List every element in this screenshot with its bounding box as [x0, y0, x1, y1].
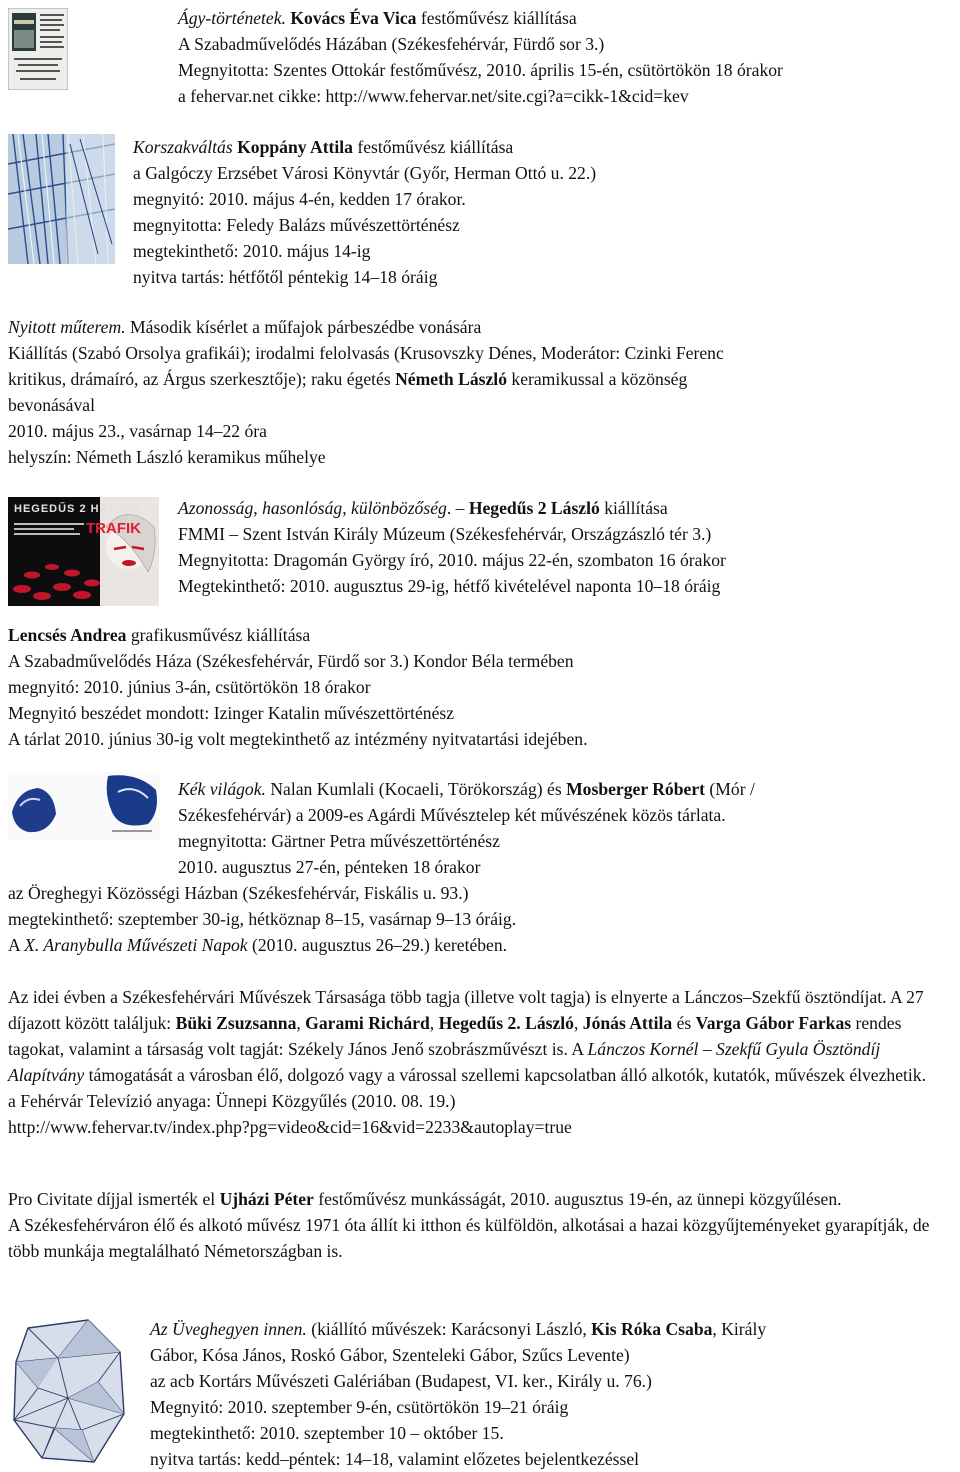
article-link[interactable]: a fehervar.net cikke: http://www.fehervar.net/site.cgi?a=cikk-1&cid=kev [178, 86, 689, 106]
venue-line: A Szabadművelődés Háza (Székesfehérvár, Fürdő sor 3.) Kondor Béla termében [8, 651, 574, 671]
exhibition-entry-azonossag [178, 495, 726, 599]
exhibition-poster-image [8, 8, 68, 90]
awardee-name: Garami Richárd [305, 1013, 430, 1033]
artwork-image-kek-vilagok [8, 772, 160, 840]
separator: , [296, 1013, 306, 1033]
entry-text: kiállítása [599, 498, 668, 518]
opened-by-line: megnyitotta: Feledy Balázs művészettörténész [133, 215, 460, 235]
program-line: Kiállítás (Szabó Orsolya grafikái); irodalmi felolvasás (Krusovszky Dénes, Moderátor: Czinki Ferenc [8, 343, 724, 363]
tv-video-link[interactable]: http://www.fehervar.tv/index.php?pg=video&cid=16&vid=2233&autoplay=true [8, 1117, 572, 1137]
entry-text: (Mór / [705, 779, 755, 799]
artist-name: Kovács Éva Vica [290, 8, 417, 28]
paragraph-text: Az idei évben a Székesfehérvári Művészek Társasága több tagja (illetve volt tagja) is elnyerte a Lánczos–Szekfű ösztöndíjat. A 27 díjazott között találjuk: [8, 987, 924, 1033]
entry-text: Második kísérlet a műfajok párbeszédbe vonására [125, 317, 482, 337]
awardee-name: Büki Zsuzsanna [175, 1013, 297, 1033]
tv-material-line: a Fehérvár Televízió anyaga: Ünnepi Közgyűlés (2010. 08. 19.) [8, 1091, 456, 1111]
opening-line: megnyitó: 2010. június 3-án, csütörtökön 18 órakor [8, 677, 371, 697]
entry-text: A [8, 935, 25, 955]
exhibition-entry-nyitott-muterem [8, 314, 724, 470]
venue-line: a Galgóczy Erzsébet Városi Könyvtár (Győr, Herman Ottó u. 22.) [133, 163, 597, 183]
opening-hours-line: nyitva tartás: kedd–péntek: 14–18, valamint előzetes bejelentkezéssel [150, 1449, 640, 1469]
paragraph-text: rendes tagokat, valamint a társaság volt tagját: Székely János Jenő szobrászművészt is. A [8, 1013, 902, 1059]
pro-civitate-paragraph [8, 1186, 960, 1264]
speech-line: Megnyitó beszédet mondott: Izinger Katalin művészettörténész [8, 703, 455, 723]
opening-line: Megnyitotta: Dragomán György író, 2010. május 22-én, szombaton 16 órakor [178, 550, 726, 570]
entry-text: , Király [712, 1319, 767, 1339]
entry-text: (kiállító művészek: Karácsonyi László, [306, 1319, 592, 1339]
poster-trafik-word: TRAFIK [86, 520, 141, 537]
exhibition-entry-uveghegyen-innen [150, 1316, 766, 1472]
artist-name: Németh László [395, 369, 507, 389]
viewable-line: megtekinthető: szeptember 30-ig, hétköznap 8–15, vasárnap 9–13 óráig. [8, 909, 517, 929]
venue-line: az Öreghegyi Közösségi Házban (Székesfehérvár, Fiskális u. 93.) [8, 883, 469, 903]
artists-line: Gábor, Kósa János, Roskó Gábor, Szenteleki Gábor, Szűcs Levente) [150, 1345, 630, 1365]
lanczos-szekfu-paragraph [8, 984, 960, 1140]
entry-text: bevonásával [8, 395, 95, 415]
entry-text: . – [446, 498, 469, 518]
opening-line: 2010. augusztus 27-én, pénteken 18 órakor [178, 857, 481, 877]
exhibition-title: Azonosság, hasonlóság, különbözőség [178, 498, 447, 518]
separator: , [573, 1013, 583, 1033]
exhibition-entry-agy-tortenetek [178, 5, 783, 109]
opened-by-line: megnyitotta: Gärtner Petra művészettörténész [178, 831, 500, 851]
entry-text: grafikusművész kiállítása [126, 625, 311, 645]
awardee-name: Ujházi Péter [219, 1189, 314, 1209]
entry-text: keramikussal a közönség [507, 369, 688, 389]
exhibition-entry-lencses-andrea [8, 622, 587, 752]
exhibition-entry-korszakvaltas [133, 134, 596, 290]
poster-top-text: HEGEDŰS 2 HATVAN [14, 503, 141, 515]
entry-text: (2010. augusztus 26–29.) keretében. [247, 935, 508, 955]
entry-text: Székesfehérvár) a 2009-es Agárdi Művésztelep két művészének közös tárlata. [178, 805, 726, 825]
exhibition-title: Korszakváltás [133, 137, 233, 157]
entry-text: festőművész kiállítása [352, 137, 514, 157]
entry-text: Nalan Kumlali (Kocaeli, Törökország) és [265, 779, 567, 799]
exhibition-entry-kek-vilagok [178, 776, 755, 880]
artist-name: Mosberger Róbert [566, 779, 705, 799]
viewable-line: Megtekinthető: 2010. augusztus 29-ig, hétfő kivételével naponta 10–18 óráig [178, 576, 721, 596]
date-line: 2010. május 23., vasárnap 14–22 óra [8, 421, 267, 441]
artist-name: Lencsés Andrea [8, 625, 127, 645]
venue-line: helyszín: Németh László keramikus műhelye [8, 447, 326, 467]
paragraph-text: támogatását a városban élő, dolgozó vagy a várossal szellemi kapcsolatban álló alkotók, kutatók, művészek élvezhetik. [84, 1065, 927, 1085]
awardee-name: Hegedűs 2. László [438, 1013, 574, 1033]
venue-line: az acb Kortárs Művészeti Galériában (Budapest, VI. ker., Király u. 76.) [150, 1371, 652, 1391]
entry-text: festőművész kiállítása [416, 8, 577, 28]
exhibition-entry-kek-vilagok-cont [8, 880, 516, 958]
separator: , [429, 1013, 439, 1033]
foundation-name: Lánczos Kornél – Szekfű Gyula Ösztöndíj Alapítvány [8, 1039, 881, 1085]
venue-line: FMMI – Szent István Király Múzeum (Székesfehérvár, Országzászló tér 3.) [178, 524, 712, 544]
opening-line: Megnyitó: 2010. szeptember 9-én, csütörtökön 19–21 óráig [150, 1397, 569, 1417]
entry-text: kritikus, drámaíró, az Árgus szerkesztője); raku égetés [8, 369, 396, 389]
closing-line: A tárlat 2010. június 30-ig volt megtekinthető az intézmény nyitvatartási idejében. [8, 729, 588, 749]
paragraph-text: festőművész munkásságát, 2010. augusztus 19-én, az ünnepi közgyűlésen. [313, 1189, 842, 1209]
separator: és [672, 1013, 696, 1033]
artwork-image-uveghegy [8, 1318, 128, 1466]
viewable-line: megtekinthető: 2010. május 14-ig [133, 241, 371, 261]
exhibition-title: Ágy-történetek. [178, 8, 286, 28]
trafik-poster-image [8, 497, 159, 606]
awardee-name: Jónás Attila [582, 1013, 673, 1033]
viewable-line: megtekinthető: 2010. szeptember 10 – október 15. [150, 1423, 504, 1443]
opening-line: Megnyitotta: Szentes Ottokár festőművész, 2010. április 15-én, csütörtökön 18 órakor [178, 60, 783, 80]
exhibition-title: Kék világok. [178, 779, 266, 799]
awardee-name: Varga Gábor Farkas [695, 1013, 852, 1033]
opening-line: megnyitó: 2010. május 4-én, kedden 17 órakor. [133, 189, 466, 209]
opening-hours-line: nyitva tartás: hétfőtől péntekig 14–18 óráig [133, 267, 438, 287]
artist-name: Koppány Attila [237, 137, 353, 157]
paragraph-text: A Székesfehérváron élő és alkotó művész 1971 óta állít ki itthon és külföldön, alkotásai a hazai közgyűjteményeket gyarapítják, de több munkája megtalálható Németországban is. [8, 1215, 930, 1261]
artist-name: Hegedűs 2 László [468, 498, 600, 518]
exhibition-title: Nyitott műterem. [8, 317, 126, 337]
paragraph-text: Pro Civitate díjjal ismerték el [8, 1189, 220, 1209]
exhibition-title: Az Üveghegyen innen. [150, 1319, 307, 1339]
festival-title: X. Aranybulla Művészeti Napok [24, 935, 248, 955]
artwork-image-koppany [8, 134, 115, 264]
venue-line: A Szabadművelődés Házában (Székesfehérvár, Fürdő sor 3.) [178, 34, 605, 54]
artist-name: Kis Róka Csaba [591, 1319, 713, 1339]
